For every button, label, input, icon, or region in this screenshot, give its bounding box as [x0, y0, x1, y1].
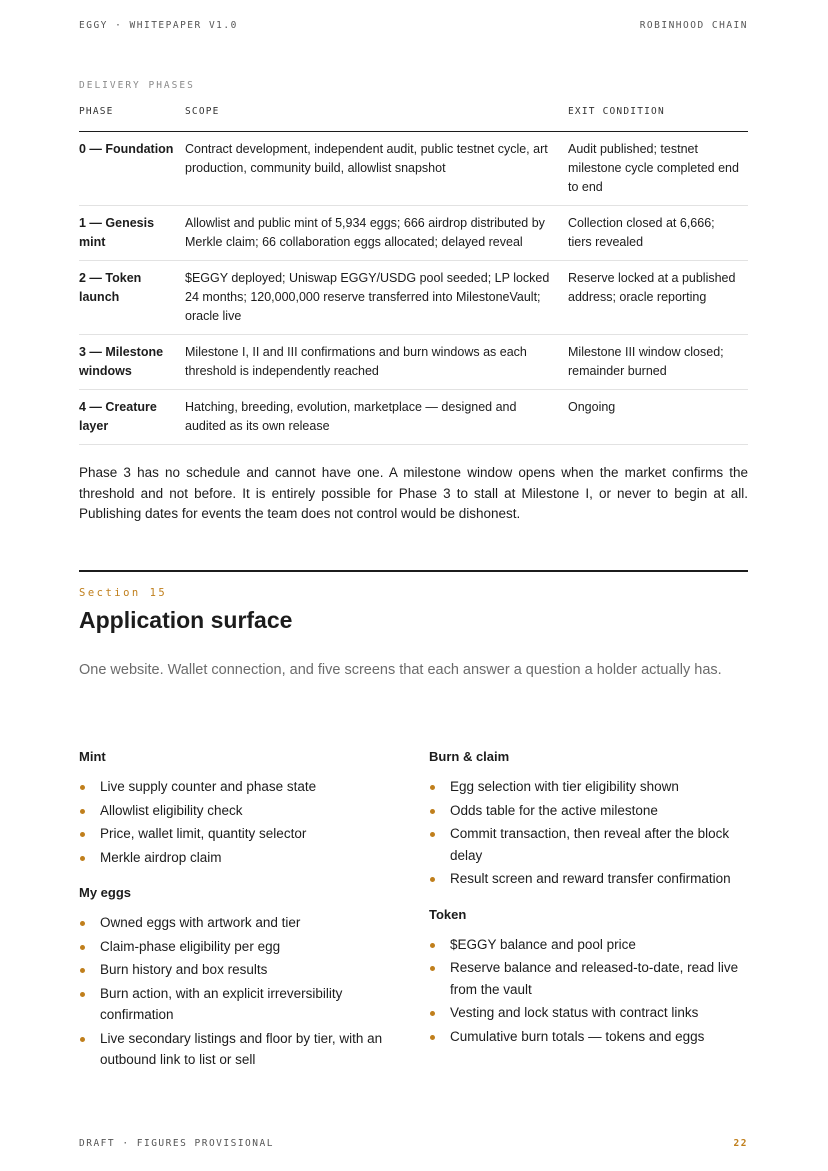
- phase-cell: 3 — Milestone windows: [79, 335, 185, 390]
- group-title-my-eggs: My eggs: [79, 885, 132, 900]
- token-list: [429, 934, 749, 1048]
- burn-claim-list: [429, 776, 749, 890]
- table-header-row: [79, 98, 748, 132]
- column-header-phase: PHASE: [79, 98, 185, 132]
- exit-cell: Milestone III window closed; remainder burned: [568, 335, 748, 390]
- exit-cell: Audit published; testnet milestone cycle completed end to end: [568, 132, 748, 206]
- list-item: Reserve balance and released-to-date, read live from the vault: [429, 957, 749, 1000]
- list-item: Commit transaction, then reveal after the block delay: [429, 823, 749, 866]
- scope-cell: Milestone I, II and III confirmations and burn windows as each threshold is independently reached: [185, 335, 568, 390]
- list-item: Odds table for the active milestone: [429, 800, 749, 822]
- list-item: Burn action, with an explicit irreversibility confirmation: [79, 983, 409, 1026]
- phase-3-note: Phase 3 has no schedule and cannot have one. A milestone window opens when the market confirms the threshold and not before. It is entirely possible for Phase 3 to stall at Milestone I, or never to begin at all. Publishing dates for events the team does not control would be dishonest.: [79, 465, 748, 521]
- running-header: [79, 20, 748, 31]
- header-chain-name: ROBINHOOD CHAIN: [639, 20, 748, 31]
- list-item: Egg selection with tier eligibility shown: [429, 776, 749, 798]
- section-title: Application surface: [79, 607, 293, 633]
- phase-cell: 1 — Genesis mint: [79, 206, 185, 261]
- list-item: Result screen and reward transfer confirmation: [429, 868, 749, 890]
- column-header-exit-condition: EXIT CONDITION: [568, 98, 748, 132]
- header-doc-title: EGGY · WHITEPAPER V1.0: [79, 20, 238, 31]
- list-item: Allowlist eligibility check: [79, 800, 409, 822]
- list-item: Live supply counter and phase state: [79, 776, 409, 798]
- list-item: Cumulative burn totals — tokens and eggs: [429, 1026, 749, 1048]
- exit-cell: Reserve locked at a published address; oracle reporting: [568, 261, 748, 335]
- list-item: Live secondary listings and floor by tier, with an outbound link to list or sell: [79, 1028, 409, 1071]
- section-divider: [79, 570, 748, 572]
- list-item: Burn history and box results: [79, 959, 409, 981]
- delivery-phases-table: [79, 98, 748, 445]
- my-eggs-list: [79, 912, 409, 1071]
- list-item: Owned eggs with artwork and tier: [79, 912, 409, 934]
- phase-cell: 4 — Creature layer: [79, 390, 185, 445]
- group-title-token: Token: [429, 906, 467, 922]
- list-item: $EGGY balance and pool price: [429, 934, 749, 956]
- scope-cell: Allowlist and public mint of 5,934 eggs; 666 airdrop distributed by Merkle claim; 66 collaboration eggs allocated; delayed reveal: [185, 206, 568, 261]
- scope-cell: Hatching, breeding, evolution, marketplace — designed and audited as its own release: [185, 390, 568, 445]
- page-number: 22: [733, 1138, 748, 1149]
- delivery-phases-label: DELIVERY PHASES: [79, 80, 195, 91]
- table-row: [79, 206, 748, 261]
- table-row: [79, 132, 748, 206]
- exit-cell: Ongoing: [568, 390, 748, 445]
- exit-cell: Collection closed at 6,666; tiers revealed: [568, 206, 748, 261]
- scope-cell: Contract development, independent audit, public testnet cycle, art production, community build, allowlist snapshot: [185, 132, 568, 206]
- column-header-scope: SCOPE: [185, 98, 568, 132]
- list-item: Merkle airdrop claim: [79, 847, 409, 869]
- phase-cell: 0 — Foundation: [79, 132, 185, 206]
- list-item: Claim-phase eligibility per egg: [79, 936, 409, 958]
- list-item: Vesting and lock status with contract links: [429, 1002, 749, 1024]
- group-title-mint: Mint: [79, 749, 106, 764]
- running-footer: [79, 1138, 748, 1149]
- phase-cell: 2 — Token launch: [79, 261, 185, 335]
- footer-draft-notice: DRAFT · FIGURES PROVISIONAL: [79, 1138, 274, 1149]
- mint-list: [79, 776, 409, 868]
- table-row: [79, 335, 748, 390]
- list-item: Price, wallet limit, quantity selector: [79, 823, 409, 845]
- table-row: [79, 390, 748, 445]
- section-lede: One website. Wallet connection, and five screens that each answer a question a holder actually has.: [79, 662, 722, 678]
- table-row: [79, 261, 748, 335]
- left-column: [79, 747, 409, 1086]
- scope-cell: $EGGY deployed; Uniswap EGGY/USDG pool seeded; LP locked 24 months; 120,000,000 reserve transferred into MilestoneVault; oracle live: [185, 261, 568, 335]
- right-column: [429, 747, 749, 1062]
- whitepaper-page: [79, 0, 748, 1171]
- group-title-burn-claim: Burn & claim: [429, 749, 510, 764]
- section-number: Section 15: [79, 587, 168, 599]
